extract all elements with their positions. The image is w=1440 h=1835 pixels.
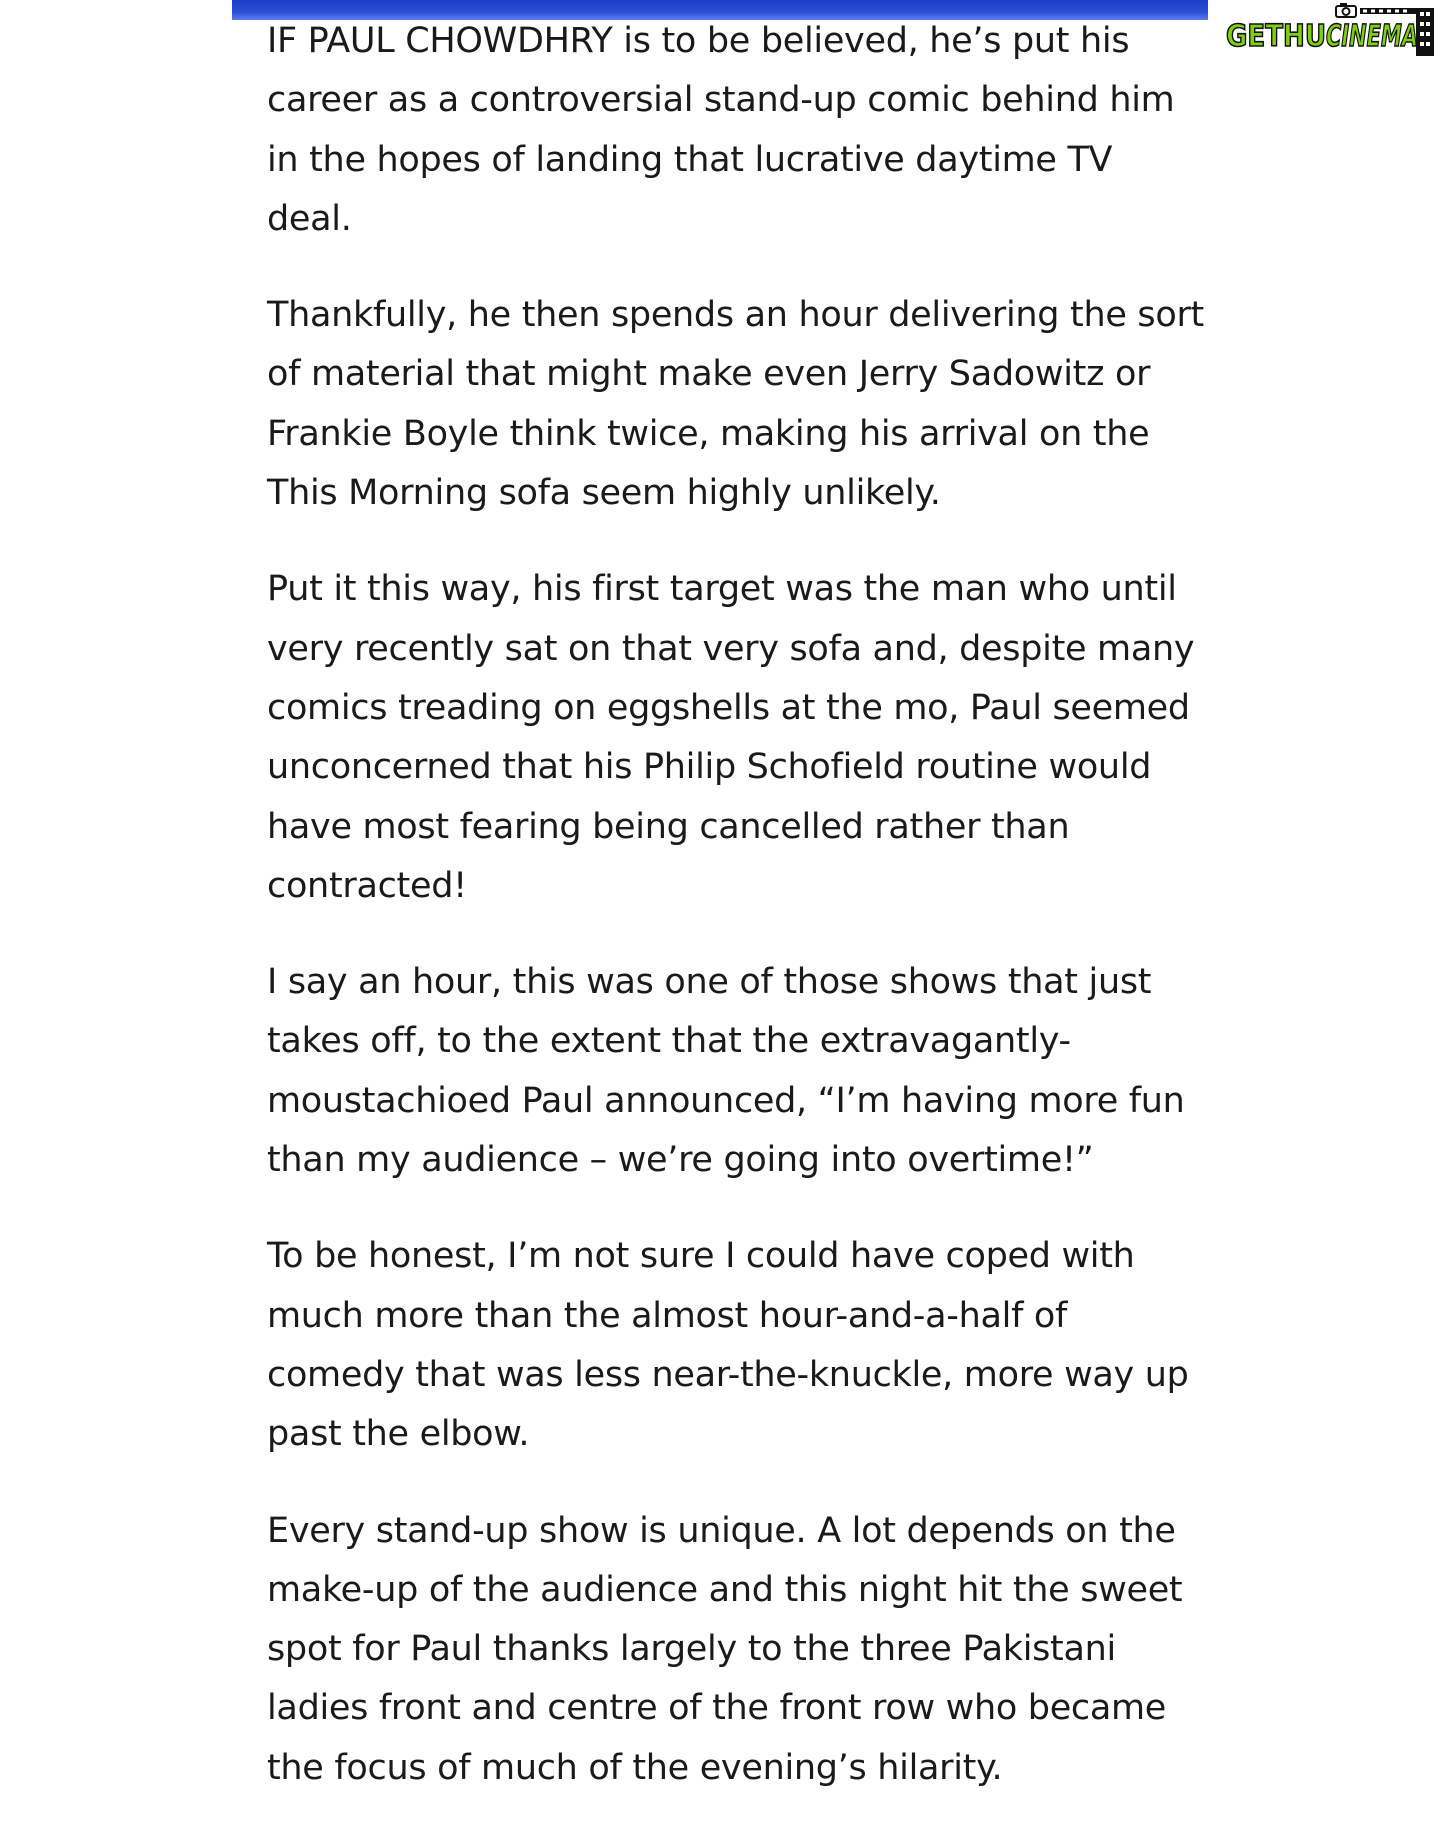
article-paragraph: I say an hour, this was one of those shows that just takes off, to the extent that the extravagantly-moustachioed Paul announced, “I’m having more fun than my audience – we’re going into overtime!” bbox=[267, 962, 1185, 1181]
article-paragraph: Thankfully, he then spends an hour delivering the sort of material that might make even Jerry Sadowitz or Frankie Boyle think twice, making his arrival on the This Morning sofa seem highly unlikely. bbox=[267, 295, 1204, 514]
watermark-text-right: CINEMA bbox=[1326, 19, 1418, 54]
article-paragraph: Put it this way, his first target was the man who until very recently sat on that very sofa and, despite many comics treading on eggshells at the mo, Paul seemed unconcerned that his Philip Schofield routine would have most fearing being cancelled rather than contracted! bbox=[267, 569, 1195, 906]
camera-icon bbox=[1336, 3, 1356, 17]
watermark-logo bbox=[1226, 2, 1438, 58]
watermark-text-left: GETHU bbox=[1226, 19, 1326, 54]
article-paragraph: To be honest, I’m not sure I could have coped with much more than the almost hour-and-a-half of comedy that was less near-the-knuckle, more way up past the elbow. bbox=[267, 1236, 1189, 1455]
article-body bbox=[267, 12, 1207, 1835]
article-paragraph: Every stand-up show is unique. A lot depends on the make-up of the audience and this night hit the sweet spot for Paul thanks largely to the three Pakistani ladies front and centre of the front row who became the focus of much of the evening’s hilarity. bbox=[267, 1510, 1183, 1788]
article-paragraph: IF PAUL CHOWDHRY is to be believed, he’s put his career as a controversial stand-up comic behind him in the hopes of landing that lucrative daytime TV deal. bbox=[267, 21, 1175, 239]
